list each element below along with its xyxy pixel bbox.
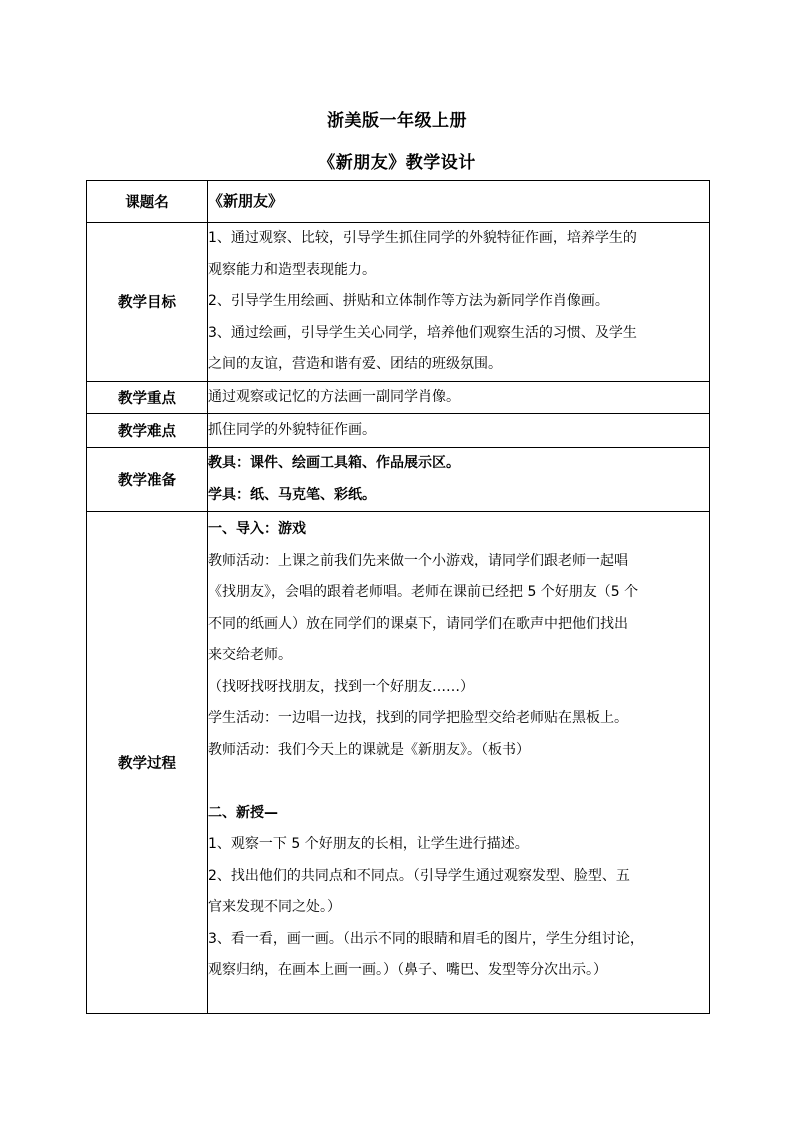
row-difficulty [87,414,710,448]
document-subtitle: 《新朋友》教学设计 [318,153,476,173]
topic-value: 《新朋友》 [208,191,284,210]
process-line: 官来发现不同之处。） [208,899,341,915]
process-line: 《找朋友》，会唱的跟着老师唱。老师在课前已经把 5 个好朋友（5 个 [208,584,639,600]
process-line: 3、看一看，画一画。（出示不同的眼睛和眉毛的图片，学生分组讨论， [208,930,644,947]
objective-line: 3、通过绘画，引导学生关心同学，培养他们观察生活的习惯、及学生 [208,324,637,341]
document-title: 浙美版一年级上册 [327,111,467,131]
difficulty-cell [208,414,710,448]
process-line: 教师活动：上课之前我们先来做一个小游戏，请同学们跟老师一起唱 [208,552,628,569]
objective-line: 观察能力和造型表现能力。 [208,261,376,278]
preparation-label: 教学准备 [87,448,208,512]
process-line: 来交给老师。 [208,647,292,663]
process-line: 1、观察一下 5 个好朋友的长相，让学生进行描述。 [208,836,529,852]
objectives-cell [208,223,710,382]
objectives-label: 教学目标 [87,223,208,382]
process-line: 学生活动：一边唱一边找，找到的同学把脸型交给老师贴在黑板上。 [208,710,628,726]
key-point-cell [208,381,710,414]
objective-line: 2、引导学生用绘画、拼贴和立体制作等方法为新同学作肖像画。 [208,293,609,309]
key-point-label: 教学重点 [87,381,208,414]
preparation-cell [208,448,710,512]
blank-line [208,766,709,798]
process-line: （找呀找呀找朋友，找到一个好朋友……） [208,678,474,695]
difficulty-label: 教学难点 [87,414,208,448]
teacher-materials: 教具：课件、绘画工具箱、作品展示区。 [208,455,460,471]
row-objectives [87,223,710,382]
section-heading: 一、导入：游戏 [208,521,306,537]
row-topic [87,181,710,223]
objective-line: 之间的友谊，营造和谐有爱、团结的班级氛围。 [208,356,502,372]
lesson-plan-table [86,180,710,1014]
process-line: 观察归纳，在画本上画一画。）（鼻子、嘴巴、发型等分次出示。） [208,962,607,978]
student-materials: 学具：纸、马克笔、彩纸。 [208,486,376,503]
row-key-point [87,381,710,414]
topic-value-cell [208,181,710,223]
process-line: 不同的纸画人）放在同学们的课桌下，请同学们在歌声中把他们找出 [208,615,628,632]
section-heading: 二、新授— [208,804,278,821]
topic-label: 课题名 [87,181,208,223]
process-cell [208,512,710,1014]
key-point-value: 通过观察或记忆的方法画一副同学肖像。 [208,388,460,405]
difficulty-value: 抓住同学的外貌特征作画。 [208,421,376,438]
process-line: 2、找出他们的共同点和不同点。（引导学生通过观察发型、脸型、五 [208,867,630,884]
process-line: 教师活动：我们今天上的课就是《新朋友》。（板书） [208,741,530,758]
objective-line: 1、通过观察、比较，引导学生抓住同学的外貌特征作画，培养学生的 [208,230,637,246]
process-label: 教学过程 [87,512,208,1014]
row-process [87,512,710,1014]
row-preparation [87,448,710,512]
